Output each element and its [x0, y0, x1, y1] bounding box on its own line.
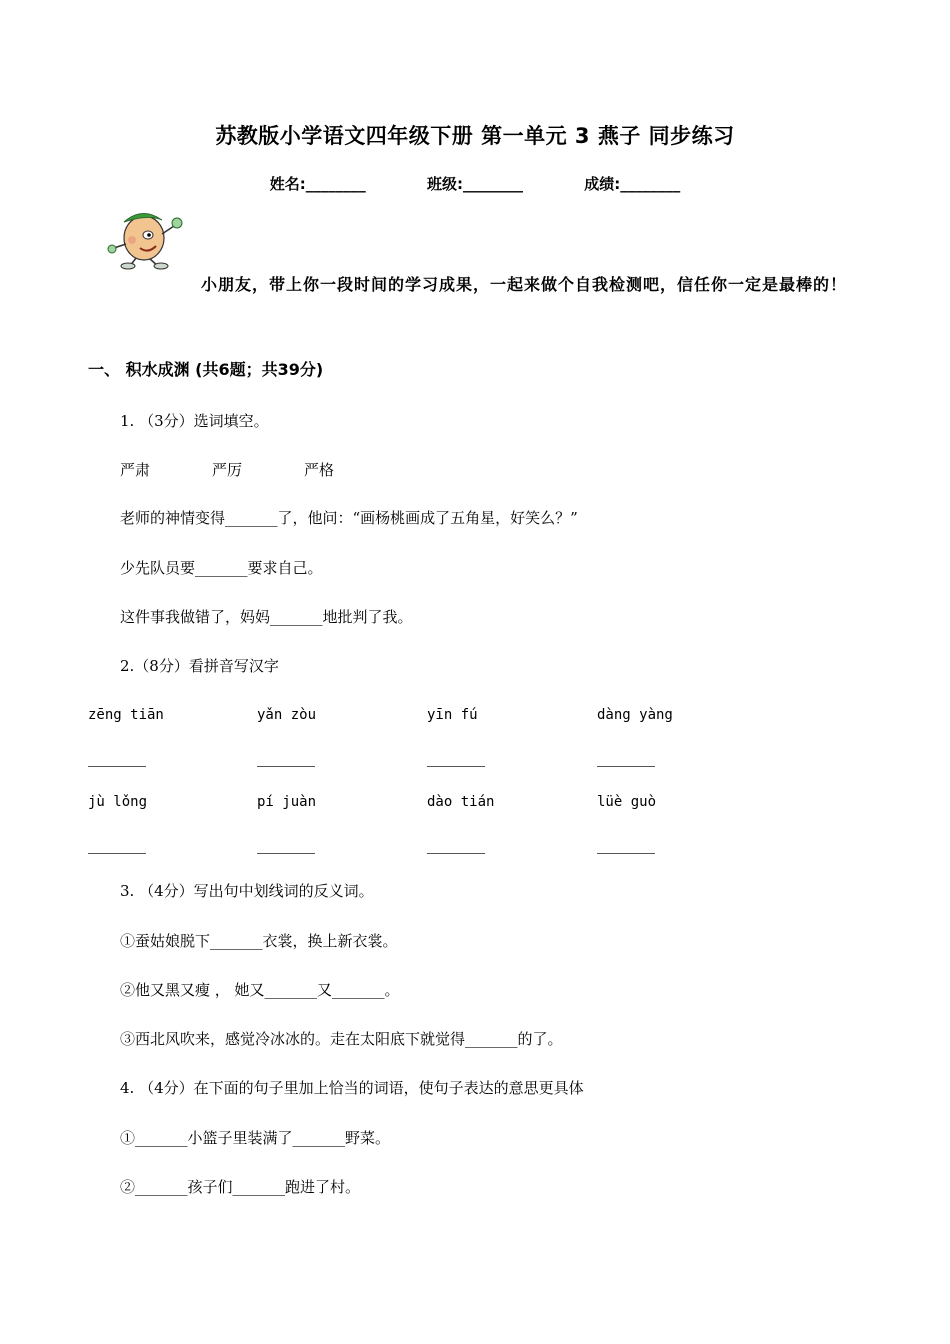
question-4-sentence-1: ①_______小篮子里装满了_______野菜。 [120, 1129, 391, 1147]
question-1-sentence-1: 老师的神情变得_______了，他问：“画杨桃画成了五角星，好笑么？” [120, 509, 578, 527]
page-title: 苏教版小学语文四年级下册 第一单元 3 燕子 同步练习 [215, 124, 735, 148]
word-choice: 严厉 [212, 461, 243, 479]
answer-blank[interactable] [597, 852, 655, 854]
pinyin-item: zēng tiān [88, 707, 164, 723]
intro-text: 小朋友，带上你一段时间的学习成果，一起来做个自我检测吧，信任你一定是最棒的！ [201, 275, 848, 294]
pinyin-item: dàng yàng [597, 707, 673, 723]
answer-blank[interactable] [88, 765, 146, 767]
pinyin-item: dào tián [427, 794, 495, 810]
pinyin-item: yǎn zòu [257, 707, 317, 723]
question-3-sentence-3: ③西北风吹来，感觉冷冰冰的。走在太阳底下就觉得_______的了。 [120, 1030, 563, 1048]
question-1-sentence-2: 少先队员要_______要求自己。 [120, 559, 323, 577]
answer-blank[interactable] [257, 765, 315, 767]
student-info [0, 173, 950, 194]
question-3-sentence-2: ②他又黑又瘦 ， 她又_______又_______。 [120, 981, 400, 999]
word-choices [120, 459, 396, 480]
question-3-sentence-1: ①蚕姑娘脱下_______衣裳，换上新衣裳。 [120, 932, 398, 950]
question-1-heading: 1. （3分）选词填空。 [120, 412, 269, 430]
pinyin-item: lüè guò [597, 794, 657, 810]
question-4-heading: 4. （4分）在下面的句子里加上恰当的词语，使句子表达的意思更具体 [120, 1079, 584, 1097]
word-choice: 严肃 [120, 461, 151, 479]
word-choice: 严格 [304, 461, 335, 479]
class-field: 班级:________ [427, 175, 523, 193]
pinyin-item: jù lǒng [88, 794, 148, 810]
question-2-heading: 2.（8分）看拼音写汉字 [120, 657, 279, 675]
answer-blank[interactable] [427, 852, 485, 854]
pinyin-item: yīn fú [427, 707, 478, 723]
answer-blank[interactable] [88, 852, 146, 854]
answer-blank[interactable] [597, 765, 655, 767]
section-heading: 一、 积水成渊 (共6题；共39分) [88, 360, 324, 379]
pinyin-item: pí juàn [257, 794, 317, 810]
mascot-illustration [104, 204, 190, 270]
question-1-sentence-3: 这件事我做错了，妈妈_______地批判了我。 [120, 608, 413, 626]
question-3-heading: 3. （4分）写出句中划线词的反义词。 [120, 882, 374, 900]
score-field: 成绩:________ [584, 175, 681, 193]
name-field: 姓名:________ [269, 175, 366, 193]
answer-blank[interactable] [257, 852, 315, 854]
question-4-sentence-2: ②_______孩子们_______跑进了村。 [120, 1178, 361, 1196]
answer-blank[interactable] [427, 765, 485, 767]
